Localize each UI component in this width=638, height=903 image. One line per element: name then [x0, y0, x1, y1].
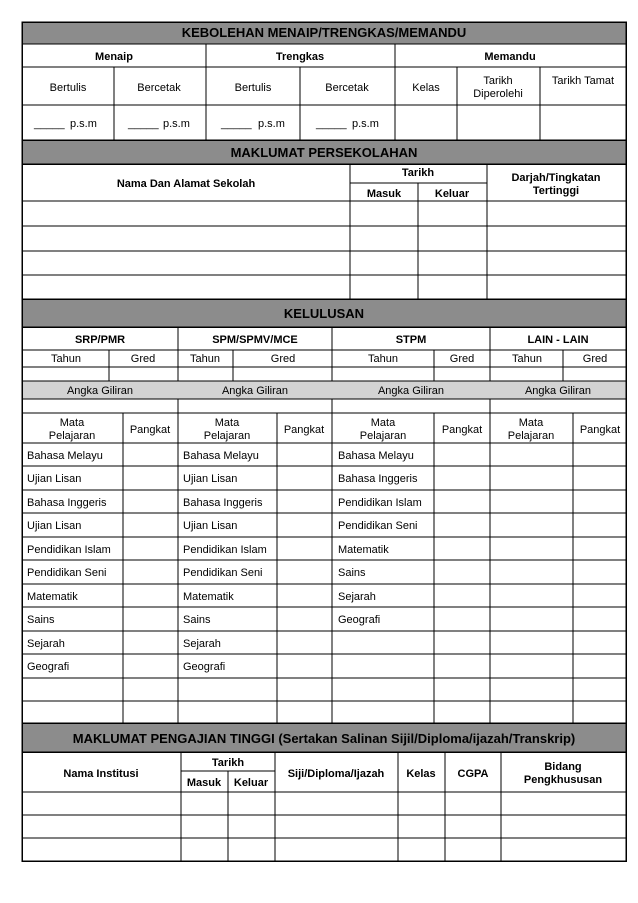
- srp-subject-label: Sejarah: [27, 638, 65, 650]
- stpm-subject-label: Sains: [338, 567, 366, 579]
- darjah-header-2: Tertinggi: [532, 185, 580, 197]
- stpm-subject-label: Pendidikan Islam: [338, 497, 422, 509]
- srp-subject-label: Bahasa Inggeris: [27, 497, 107, 509]
- spm-subject-label: Sains: [183, 614, 211, 626]
- lain-mata-pelajaran-2: Pelajaran: [507, 430, 555, 442]
- spm-subject-label: Geografi: [183, 661, 226, 673]
- spm-pangkat: Pangkat: [283, 424, 325, 436]
- stpm-pangkat: Pangkat: [441, 424, 483, 436]
- spm-angka-giliran: Angka Giliran: [221, 385, 289, 397]
- nama-institusi-header: Nama Institusi: [63, 768, 139, 780]
- spm-gred: Gred: [270, 353, 296, 365]
- section-title-kelulusan: KELULUSAN: [283, 306, 365, 321]
- higher-masuk-header: Masuk: [186, 777, 222, 789]
- menaip-bertulis: Bertulis: [49, 82, 87, 94]
- spm-subject-label: Sejarah: [183, 638, 221, 650]
- stpm-subject-label: Bahasa Inggeris: [338, 473, 418, 485]
- stpm-subject-label: Matematik: [338, 544, 389, 556]
- trengkas-bertulis: Bertulis: [234, 82, 272, 94]
- srp-gred: Gred: [130, 353, 156, 365]
- spm-subject-label: Bahasa Melayu: [183, 450, 259, 462]
- spm-subject-label: Bahasa Inggeris: [183, 497, 263, 509]
- section-title-kebolehan: KEBOLEHAN MENAIP/TRENGKAS/MEMANDU: [181, 25, 467, 40]
- psm-label-2: p.s.m: [163, 118, 190, 130]
- memandu-tarikh-tamat: Tarikh Tamat: [551, 75, 615, 87]
- srp-mata-pelajaran-1: Mata: [59, 417, 85, 429]
- srp-subject-label: Geografi: [27, 661, 70, 673]
- exam-lain-lain: LAIN - LAIN: [527, 334, 589, 346]
- trengkas-bercetak: Bercetak: [325, 82, 369, 94]
- darjah-header-1: Darjah/Tingkatan: [511, 172, 601, 184]
- stpm-mata-pelajaran-1: Mata: [370, 417, 396, 429]
- section-title-pengajian-tinggi: MAKLUMAT PENGAJIAN TINGGI (Sertakan Salinan Sijil/Diploma/ijazah/Transkrip): [72, 731, 576, 746]
- sijil-header: Siji/Diploma/Ijazah: [287, 768, 385, 780]
- srp-tahun: Tahun: [51, 353, 81, 365]
- spm-mata-pelajaran-1: Mata: [214, 417, 240, 429]
- subject-grid: [22, 450, 626, 701]
- srp-subject-label: Ujian Lisan: [27, 473, 82, 485]
- bidang-header-1: Bidang: [544, 761, 582, 773]
- srp-subject-label: Bahasa Melayu: [27, 450, 103, 462]
- spm-tahun: Tahun: [190, 353, 220, 365]
- higher-kelas-header: Kelas: [406, 768, 436, 780]
- trengkas-header: Trengkas: [275, 51, 325, 63]
- exam-stpm: STPM: [395, 334, 427, 346]
- srp-mata-pelajaran-2: Pelajaran: [48, 430, 96, 442]
- higher-tarikh-header: Tarikh: [211, 757, 245, 769]
- memandu-kelas: Kelas: [412, 82, 440, 94]
- bidang-header-2: Pengkhususan: [523, 774, 603, 786]
- spm-mata-pelajaran-2: Pelajaran: [203, 430, 251, 442]
- psm-blank-2[interactable]: _____: [128, 118, 159, 130]
- lain-pangkat: Pangkat: [579, 424, 621, 436]
- menaip-header: Menaip: [95, 51, 133, 63]
- lain-angka-giliran: Angka Giliran: [524, 385, 592, 397]
- menaip-bercetak: Bercetak: [137, 82, 181, 94]
- srp-subject-label: Pendidikan Islam: [27, 544, 111, 556]
- stpm-mata-pelajaran-2: Pelajaran: [359, 430, 407, 442]
- lain-gred: Gred: [582, 353, 608, 365]
- spm-subject-label: Pendidikan Islam: [183, 544, 267, 556]
- stpm-subject-label: Pendidikan Seni: [338, 520, 418, 532]
- srp-subject-label: Sains: [27, 614, 55, 626]
- psm-blank-4[interactable]: _____: [316, 118, 347, 130]
- lain-tahun: Tahun: [512, 353, 542, 365]
- school-tarikh-header: Tarikh: [401, 167, 435, 179]
- school-masuk-header: Masuk: [366, 188, 402, 200]
- stpm-angka-giliran: Angka Giliran: [377, 385, 445, 397]
- psm-label-4: p.s.m: [352, 118, 379, 130]
- lain-mata-pelajaran-1: Mata: [518, 417, 544, 429]
- cgpa-header: CGPA: [457, 768, 489, 780]
- srp-subject-label: Ujian Lisan: [27, 520, 82, 532]
- psm-blank-3[interactable]: _____: [221, 118, 252, 130]
- srp-subject-label: Matematik: [27, 591, 78, 603]
- exam-srp-pmr: SRP/PMR: [74, 334, 126, 346]
- memandu-header: Memandu: [484, 51, 536, 63]
- psm-blank-1[interactable]: _____: [34, 118, 65, 130]
- memandu-tarikh-diperolehi-1: Tarikh: [483, 75, 513, 87]
- stpm-gred: Gred: [449, 353, 475, 365]
- exam-spm: SPM/SPMV/MCE: [212, 334, 298, 346]
- higher-keluar-header: Keluar: [233, 777, 269, 789]
- memandu-tarikh-diperolehi-2: Diperolehi: [473, 88, 523, 100]
- srp-angka-giliran: Angka Giliran: [66, 385, 134, 397]
- stpm-subject-label: Bahasa Melayu: [338, 450, 414, 462]
- spm-subject-label: Pendidikan Seni: [183, 567, 263, 579]
- spm-subject-label: Matematik: [183, 591, 234, 603]
- psm-label-3: p.s.m: [258, 118, 285, 130]
- spm-subject-label: Ujian Lisan: [183, 520, 238, 532]
- spm-subject-label: Ujian Lisan: [183, 473, 238, 485]
- srp-pangkat: Pangkat: [129, 424, 171, 436]
- srp-subject-label: Pendidikan Seni: [27, 567, 107, 579]
- section-title-persekolahan: MAKLUMAT PERSEKOLAHAN: [230, 145, 418, 160]
- school-keluar-header: Keluar: [434, 188, 470, 200]
- stpm-subject-label: Sejarah: [338, 591, 376, 603]
- stpm-subject-label: Geografi: [338, 614, 381, 626]
- psm-label-1: p.s.m: [70, 118, 97, 130]
- stpm-tahun: Tahun: [368, 353, 398, 365]
- nama-alamat-sekolah-header: Nama Dan Alamat Sekolah: [116, 178, 256, 190]
